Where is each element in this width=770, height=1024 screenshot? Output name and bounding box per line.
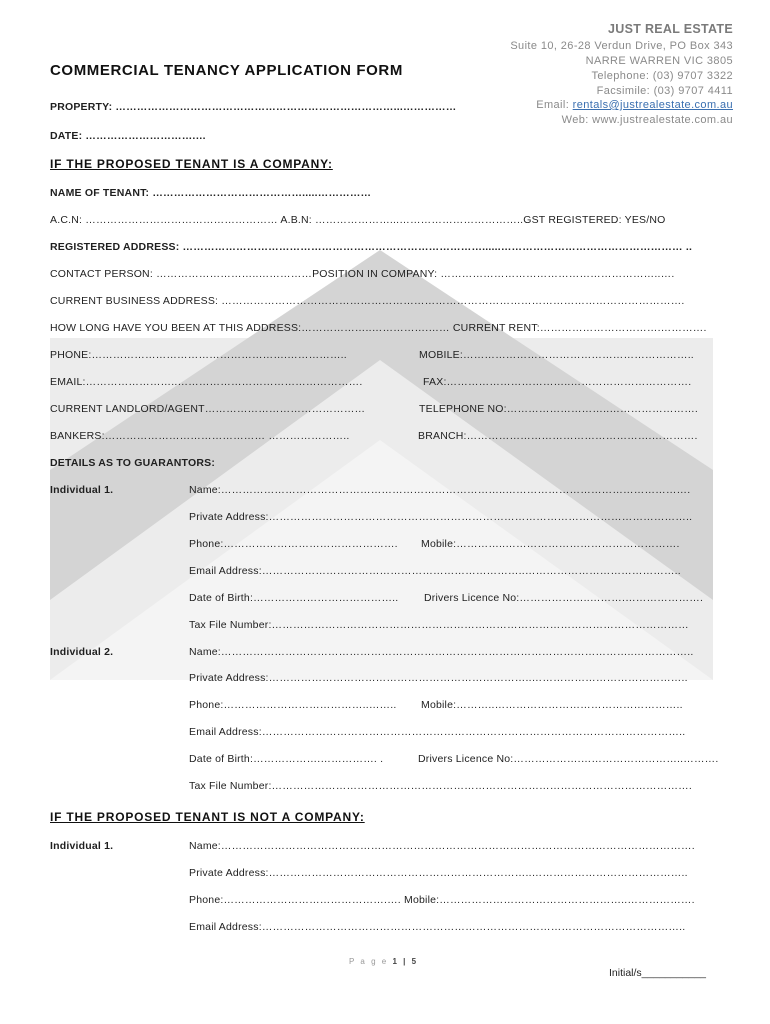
fax-field[interactable]: FAX:……………………………..……………………………. <box>423 376 692 388</box>
g2-phone-field[interactable]: Phone:…………………………………..…….. <box>189 699 397 711</box>
page-number <box>349 957 418 966</box>
ind1-phone-mobile-field[interactable]: Phone:……………………………………….…. Mobile:……………………………………………..………………. <box>189 894 695 906</box>
ind1-name-field[interactable]: Name:……………………………………………………………………………………………………………………. <box>189 840 695 852</box>
g1-name-field[interactable]: Name:……………………………………………………………………..……………………………………………. <box>189 484 691 496</box>
page-num-value: 1 | 5 <box>392 957 419 966</box>
g1-phone-field[interactable]: Phone:…………………………………………. <box>189 538 398 550</box>
branch-field[interactable]: BRANCH:…………………………………………….…………. <box>418 430 698 442</box>
guarantor-2-label: Individual 2. <box>50 646 114 658</box>
g2-mobile-field[interactable]: Mobile:………..…………………………………………….. <box>421 699 683 711</box>
individual-1-label: Individual 1. <box>50 840 114 852</box>
g1-tfn-field[interactable]: Tax File Number:……………………………………………………………………………………………………… <box>189 619 689 631</box>
company-address: Suite 10, 26-28 Verdun Drive, PO Box 343 <box>510 40 733 52</box>
page-prefix: P a g e <box>349 957 389 966</box>
acn-abn-field[interactable]: A.C.N: ……………………………………………… A.B.N: …………………...……………………………..GST REGISTERED: YES/NO <box>50 214 666 226</box>
ind1-email-field[interactable]: Email Address:……………………………………………………………………………………………………….. <box>189 921 686 933</box>
g1-email-field[interactable]: Email Address:………………………………………………………………..…………………………………….. <box>189 565 681 577</box>
initials-field[interactable]: Initial/s___________ <box>609 967 706 979</box>
g1-licence-field[interactable]: Drivers Licence No:………………..……….…………………. <box>424 592 704 604</box>
g2-email-field[interactable]: Email Address:……………………………………………………………………………………………………….. <box>189 726 686 738</box>
form-title: COMMERCIAL TENANCY APPLICATION FORM <box>50 62 403 79</box>
g1-mobile-field[interactable]: Mobile:…………..…………………………………………. <box>421 538 680 550</box>
company-email-line <box>536 99 733 111</box>
name-of-tenant-field[interactable]: NAME OF TENANT: …………………………………….....…………… <box>50 187 372 199</box>
how-long-field[interactable]: HOW LONG HAVE YOU BEEN AT THIS ADDRESS:………………..…………….…… CURRENT RENT:…………………………….…………. <box>50 322 707 334</box>
registered-address-field[interactable]: REGISTERED ADDRESS: …………………………………………………………………………......…………………………………………… .. <box>50 241 693 253</box>
g2-dob-field[interactable]: Date of Birth:……………….……………. . <box>189 753 384 765</box>
phone-field[interactable]: PHONE:……………………………………………….…………….. <box>50 349 347 361</box>
g2-tfn-field[interactable]: Tax File Number:………………………………………………………………………………………………………. <box>189 780 692 792</box>
date-field[interactable]: DATE: ………………………….… <box>50 130 207 142</box>
company-suburb: NARRE WARREN VIC 3805 <box>585 55 733 67</box>
mobile-field[interactable]: MOBILE:……………………………………………………….. <box>419 349 694 361</box>
guarantor-1-label: Individual 1. <box>50 484 114 496</box>
contact-person-field[interactable]: CONTACT PERSON: ………………………..……………POSITION IN COMPANY: ……………………………………………………..…. <box>50 268 675 280</box>
company-section-heading: IF THE PROPOSED TENANT IS A COMPANY: <box>50 157 333 171</box>
company-telephone: Telephone: (03) 9707 3322 <box>591 70 733 82</box>
g2-name-field[interactable]: Name:……………………………………………………………………………………………………..…………….. <box>189 646 694 658</box>
property-field[interactable]: PROPERTY: ……………………………………………………………………...…………… <box>50 101 457 113</box>
telephone-no-field[interactable]: TELEPHONE NO:………………………..……………………. <box>419 403 699 415</box>
ind1-private-address-field[interactable]: Private Address:………………………………………………………………..…………………………………….. <box>189 867 688 879</box>
email-field[interactable]: EMAIL:……………………..……………………………………………. <box>50 376 363 388</box>
g1-private-address-field[interactable]: Private Address:……………………………………………………………………………………………………….. <box>189 511 693 523</box>
individual-section-heading: IF THE PROPOSED TENANT IS NOT A COMPANY: <box>50 810 365 824</box>
g2-licence-field[interactable]: Drivers Licence No:……………….………………………..………. <box>418 753 719 765</box>
company-facsimile: Facsimile: (03) 9707 4411 <box>596 85 733 97</box>
company-name: JUST REAL ESTATE <box>608 22 733 36</box>
bankers-field[interactable]: BANKERS:……………………………………… ………………….. <box>50 430 350 442</box>
guarantors-heading: DETAILS AS TO GUARANTORS: <box>50 457 216 469</box>
current-landlord-field[interactable]: CURRENT LANDLORD/AGENT……………………………………… <box>50 403 366 415</box>
g1-dob-field[interactable]: Date of Birth:………………………………….. <box>189 592 399 604</box>
g2-private-address-field[interactable]: Private Address:………………………………………………………………..…………………………………….. <box>189 672 688 684</box>
company-email-link[interactable]: rentals@justrealestate.com.au <box>572 99 733 111</box>
current-business-address-field[interactable]: CURRENT BUSINESS ADDRESS: …………………………………………………………………………………………………………………. <box>50 295 685 307</box>
company-email-label: Email: <box>536 99 570 111</box>
company-web: Web: www.justrealestate.com.au <box>561 114 733 126</box>
